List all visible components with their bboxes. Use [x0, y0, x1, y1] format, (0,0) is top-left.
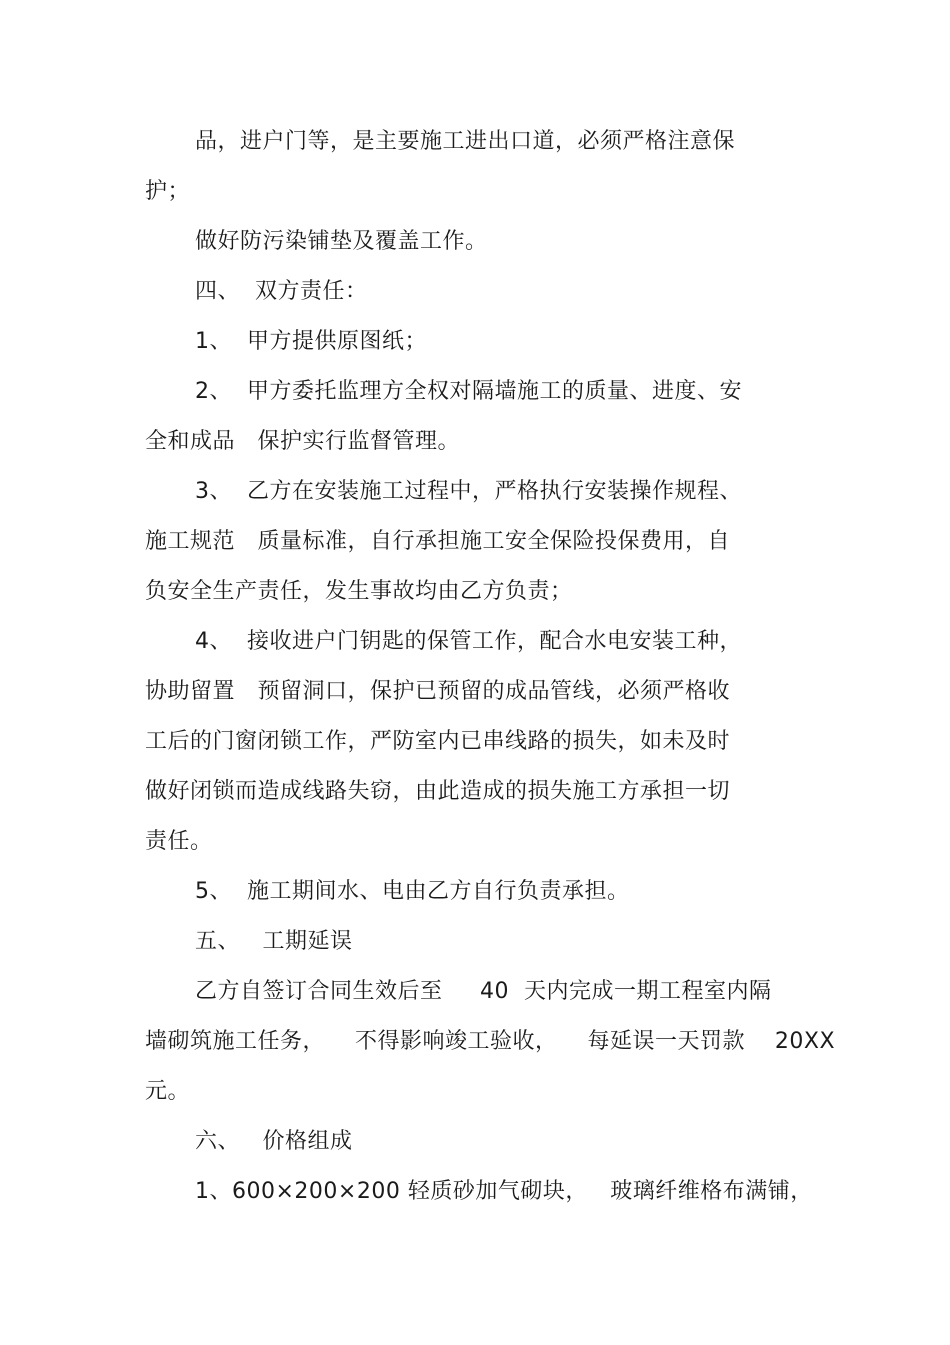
list-item: 3、 乙方在安装施工过程中，严格执行安装操作规程、 — [195, 479, 742, 504]
list-item: 5、 施工期间水、电由乙方自行负责承担。 — [195, 879, 630, 904]
paragraph-line: 乙方自签订合同生效后至 40 天内完成一期工程室内隔 — [195, 979, 772, 1004]
section-heading: 六、 价格组成 — [195, 1129, 353, 1154]
list-item: 4、 接收进户门钥匙的保管工作，配合水电安装工种， — [195, 629, 742, 654]
list-item: 1、600×200×200 轻质砂加气砌块， 玻璃纤维格布满铺， — [195, 1179, 813, 1204]
paragraph-line: 工后的门窗闭锁工作，严防室内已串线路的损失，如未及时 — [145, 729, 731, 754]
paragraph-line: 责任。 — [145, 829, 213, 854]
list-item: 1、 甲方提供原图纸； — [195, 329, 427, 354]
paragraph-line: 全和成品 保护实行监督管理。 — [145, 429, 460, 454]
paragraph-line: 品，进户门等，是主要施工进出口道，必须严格注意保 — [195, 129, 736, 154]
paragraph-line: 做好闭锁而造成线路失窃，由此造成的损失施工方承担一切 — [145, 779, 731, 804]
paragraph-line: 做好防污染铺垫及覆盖工作。 — [195, 229, 488, 254]
paragraph-line: 施工规范 质量标准，自行承担施工安全保险投保费用，自 — [145, 529, 730, 554]
paragraph-line: 协助留置 预留洞口，保护已预留的成品管线，必须严格收 — [145, 679, 730, 704]
paragraph-line: 负安全生产责任，发生事故均由乙方负责； — [145, 579, 573, 604]
paragraph-line: 护； — [145, 179, 191, 204]
section-heading: 四、 双方责任： — [195, 279, 368, 304]
list-item: 2、 甲方委托监理方全权对隔墙施工的质量、进度、安 — [195, 379, 742, 404]
paragraph-line: 元。 — [145, 1079, 191, 1104]
section-heading: 五、 工期延误 — [195, 929, 353, 954]
paragraph-line: 墙砌筑施工任务， 不得影响竣工验收， 每延误一天罚款 20XX — [145, 1029, 836, 1054]
